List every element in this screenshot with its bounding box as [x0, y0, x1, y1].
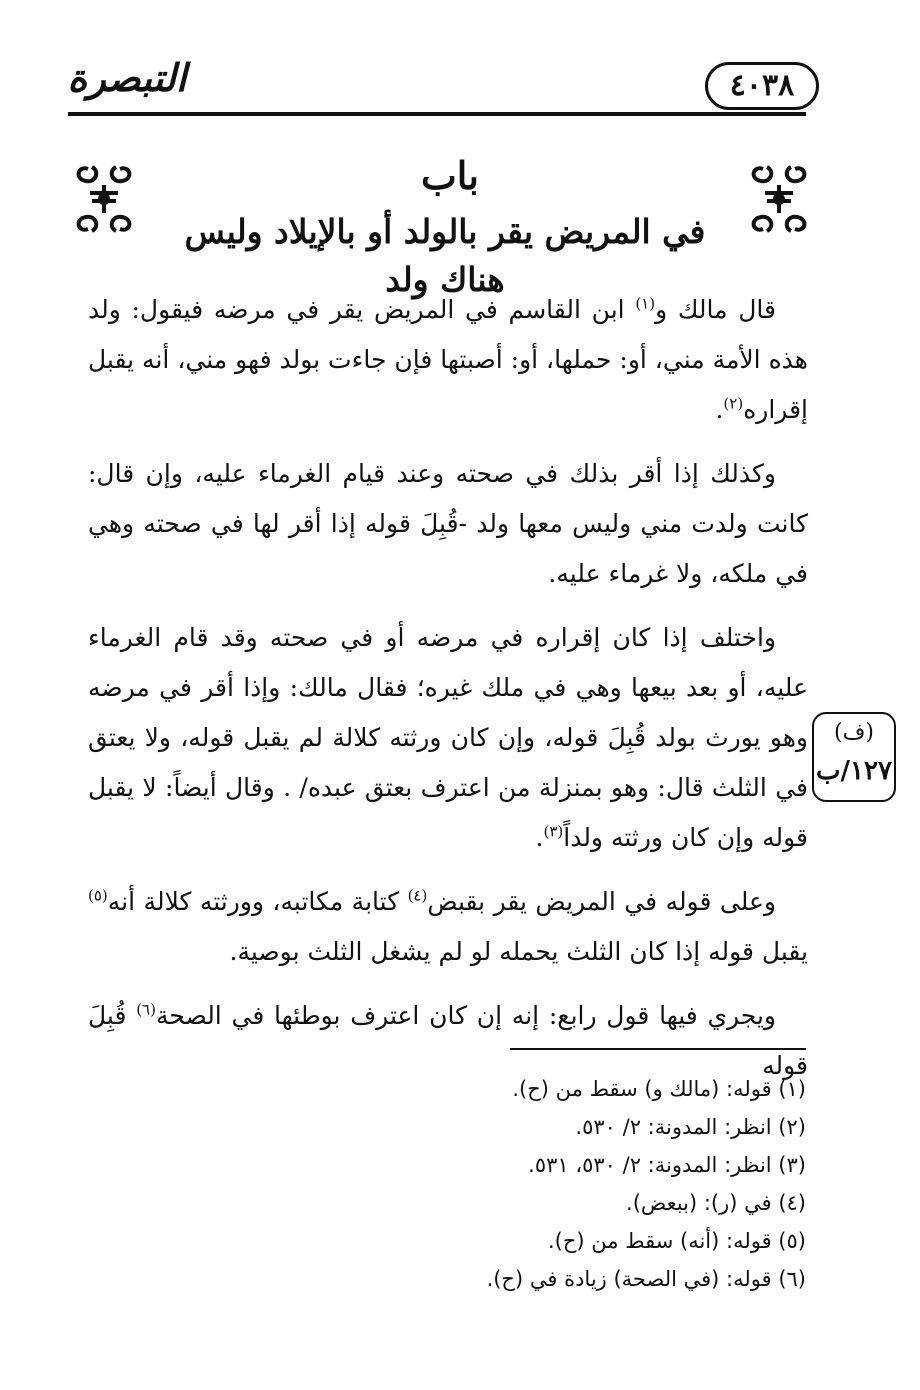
paragraph: قال مالك و$^{(١)}$ ابن القاسم في المريض يقر في مرضه فيقول: ولد هذه الأمة مني، أو: حملها، أو: أصبتها فإن جاءت بولد فهو مني، أنه يقبل إقراره$^{(٢)}$.: [88, 294, 808, 424]
paragraph: وعلى قوله في المريض يقر بقبض$^{(٤)}$ كتابة مكاتبه، وورثته كلالة أنه$^{(٥)}$ يقبل قوله إذا كان الثلث يحمله لو لم يشغل الثلث بوصية.: [88, 886, 808, 966]
paragraph: ويجري فيها قول رابع: إنه إن كان اعترف بوطئها في الصحة$^{(٦)}$ قُبِلَ قوله: [88, 1000, 808, 1080]
footnote: (٣) انظر: المدونة: ٢/ ٥٣٠، ٥٣١.: [528, 1153, 806, 1177]
ornament-icon: [745, 155, 813, 243]
footnote-ref: (١): [635, 294, 656, 313]
header-rule: [68, 112, 806, 116]
footnote-ref: (٥): [88, 886, 108, 905]
footnote-rule: [510, 1048, 806, 1050]
footnote-ref: (٢): [723, 394, 744, 413]
paragraph: وكذلك إذا أقر بذلك في صحته وعند قيام الغرماء عليه، وإن قال: كانت ولدت مني وليس معها ولد -قُبِلَ قوله إذا أقر لها في صحته وهي في ملكه، ولا غرماء عليه.: [88, 459, 808, 588]
footnote: (٢) انظر: المدونة: ٢/ ٥٣٠.: [575, 1115, 806, 1139]
book-title: التبصرة: [67, 55, 187, 100]
page-number: ٤٠٣٨: [705, 62, 819, 110]
ornament-icon: [70, 155, 138, 243]
footnote-ref: (٣): [543, 822, 564, 841]
folio-source: (ف): [834, 720, 874, 745]
body-text: [88, 285, 808, 1105]
chapter-title: في المريض يقر بالولد أو بالإيلاد وليس هناك ولد: [184, 212, 706, 299]
footnote-ref: (٤): [407, 886, 428, 905]
chapter-word: باب: [421, 153, 479, 198]
folio-number: ١٢٧/ب: [816, 756, 892, 786]
manuscript-folio-note: [812, 712, 896, 802]
footnotes: [120, 1070, 806, 1298]
footnote: (٤) في (ر): (ببعض).: [626, 1191, 806, 1215]
paragraph: واختلف إذا كان إقراره في مرضه أو في صحته وقد قام الغرماء عليه، أو بعد بيعها وهي في ملك غيره؛ فقال مالك: وإذا أقر في مرضه وهو يورث بولد قُبِلَ قوله، وإن كان ورثته كلالة لم يقبل قوله، ولا يعتق في الثلث قال: وهو بمنزلة من اعترف بعتق عبده/ . وقال أيضاً: لا يقبل قوله وإن كان ورثته ولداً$^{(٣)}$.: [88, 623, 808, 852]
footnote-ref: (٦): [136, 1000, 156, 1019]
footnote: (٦) قوله: (في الصحة) زيادة في (ح).: [486, 1267, 806, 1291]
footnote: (١) قوله: (مالك و) سقط من (ح).: [512, 1077, 806, 1101]
footnote: (٥) قوله: (أنه) سقط من (ح).: [547, 1229, 806, 1253]
